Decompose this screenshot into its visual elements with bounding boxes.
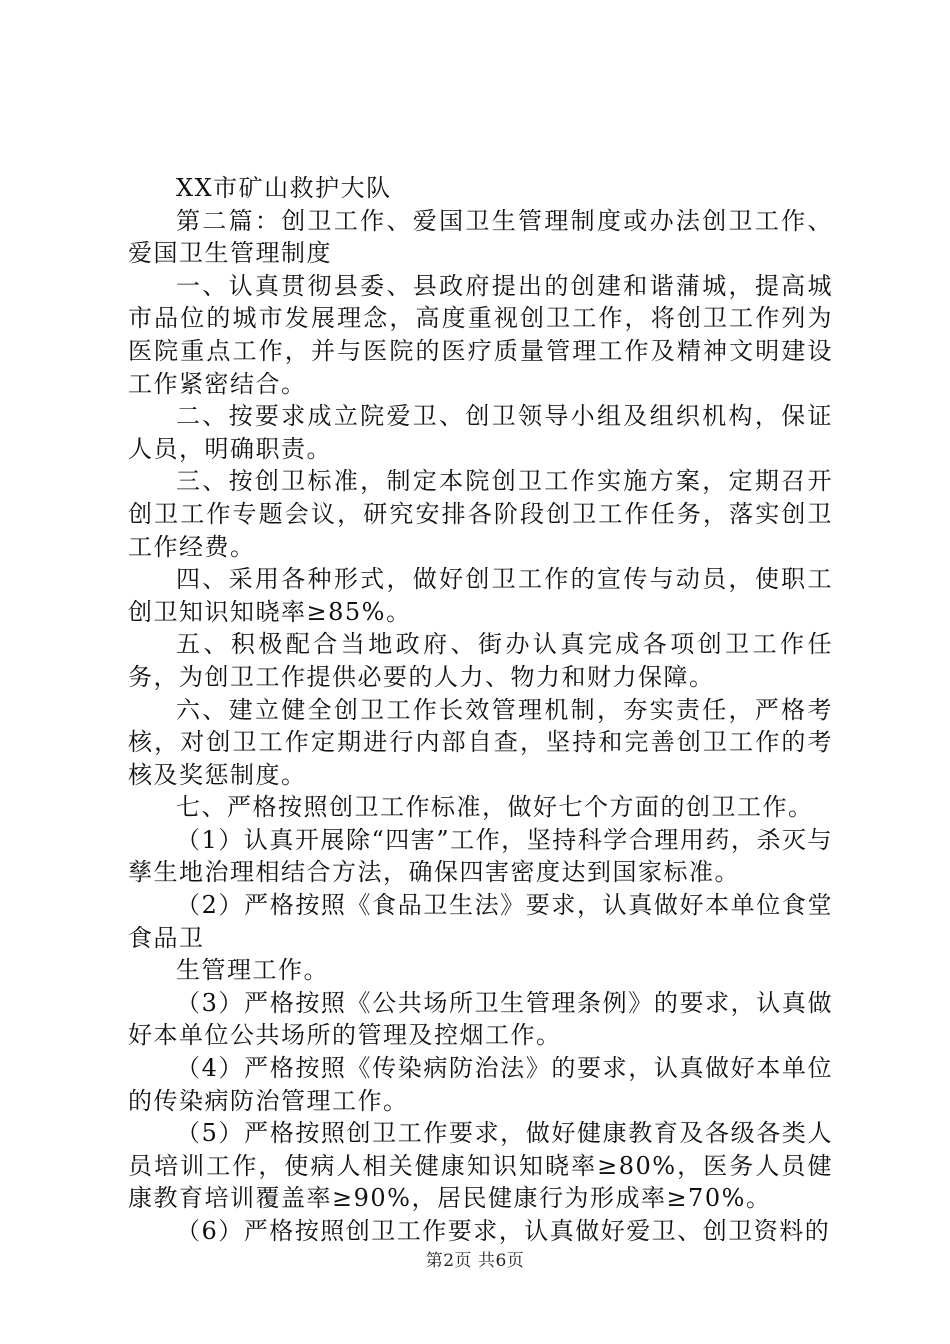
paragraph-subitem-3: （3）严格按照《公共场所卫生管理条例》的要求，认真做好本单位公共场所的管理及控烟工作。 xyxy=(128,988,833,1050)
document-body xyxy=(128,172,833,1248)
paragraph-subitem-1: （1）认真开展除“四害”工作，坚持科学合理用药，杀灭与孳生地治理相结合方法，确保四害密度达到国家标准。 xyxy=(128,825,833,887)
paragraph-subitem-2: （2）严格按照《食品卫生法》要求，认真做好本单位食堂食品卫 xyxy=(128,891,833,952)
page-footer: 第2页 共6页 xyxy=(425,1251,525,1271)
paragraph-item-6: 六、建立健全创卫工作长效管理机制，夯实责任，严格考核，对创卫工作定期进行内部自查，坚持和完善创卫工作的考核及奖惩制度。 xyxy=(128,695,833,789)
paragraph-section-title: 第二篇：创卫工作、爱国卫生管理制度或办法创卫工作、爱国卫生管理制度 xyxy=(128,206,833,268)
paragraph-subitem-4: （4）严格按照《传染病防治法》的要求，认真做好本单位的传染病防治管理工作。 xyxy=(128,1054,833,1115)
paragraph-subitem-5: （5）严格按照创卫工作要求，做好健康教育及各级各类人员培训工作，使病人相关健康知识知晓率≥80%，医务人员健康教育培训覆盖率≥90%，居民健康行为形成率≥70%。 xyxy=(128,1119,833,1213)
paragraph-item-4: 四、采用各种形式，做好创卫工作的宣传与动员，使职工创卫知识知晓率≥85%。 xyxy=(128,565,833,626)
paragraph-subitem-2-continued: 生管理工作。 xyxy=(176,956,329,985)
paragraph-subitem-6: （6）严格按照创卫工作要求，认真做好爱卫、创卫资料的 xyxy=(176,1217,831,1245)
paragraph-org-name: XX市矿山救护大队 xyxy=(176,174,392,202)
paragraph-item-5: 五、积极配合当地政府、街办认真完成各项创卫工作任务，为创卫工作提供必要的人力、物力和财力保障。 xyxy=(128,630,833,691)
paragraph-item-3: 三、按创卫标准，制定本院创卫工作实施方案，定期召开创卫工作专题会议，研究安排各阶段创卫工作任务，落实创卫工作经费。 xyxy=(128,467,833,561)
paragraph-item-7: 七、严格按照创卫工作标准，做好七个方面的创卫工作。 xyxy=(176,793,814,822)
paragraph-item-1: 一、认真贯彻县委、县政府提出的创建和谐蒲城，提高城市品位的城市发展理念，高度重视创卫工作，将创卫工作列为医院重点工作，并与医院的医疗质量管理工作及精神文明建设工作紧密结合。 xyxy=(128,271,833,398)
paragraph-item-2: 二、按要求成立院爱卫、创卫领导小组及组织机构，保证人员，明确职责。 xyxy=(128,402,833,463)
